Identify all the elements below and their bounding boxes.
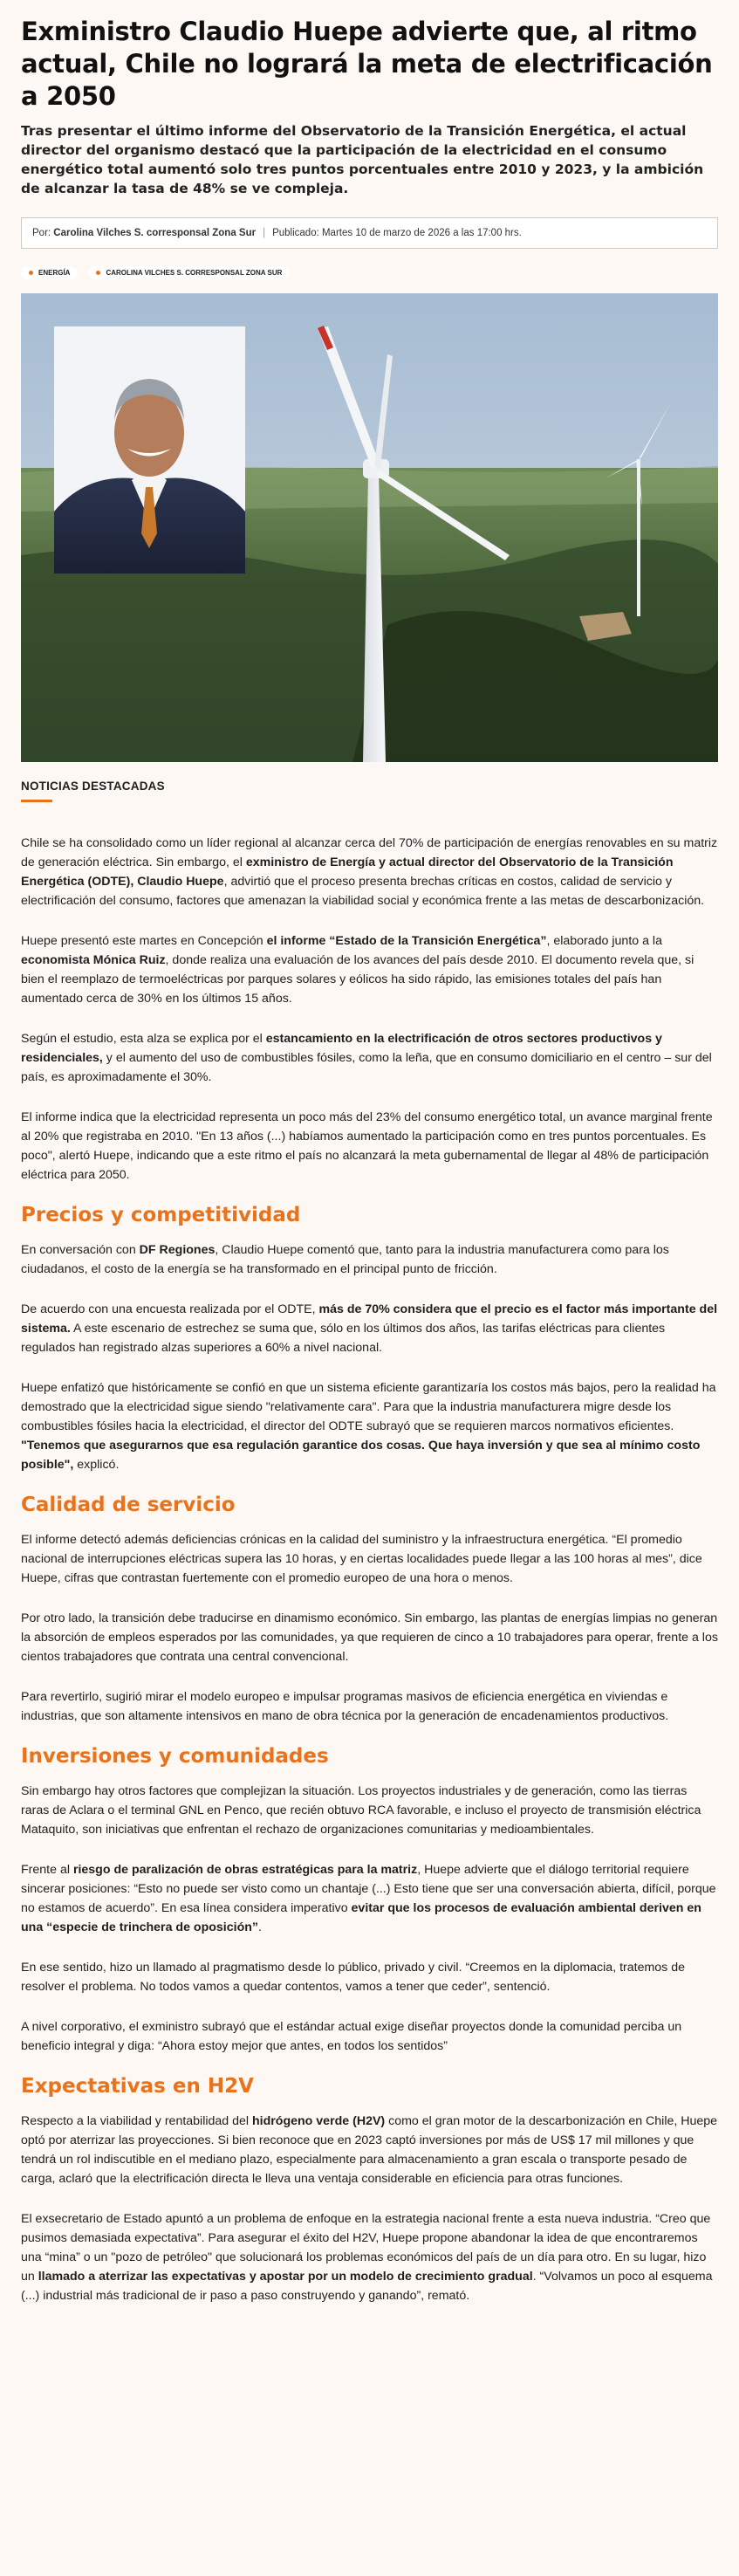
paragraph: Huepe presentó este martes en Concepción el informe “Estado de la Transición Energética”, elaborado junto a la economista Mónica Ruiz, donde realiza una evaluación de los avances del país desde 2010. El documento revela que, si bien el reemplazo de termoeléctricas por parques solares y eólicos ha sido rápido, las emisiones totales del país han aumentado cerca de 30% en los últimos 15 años.: [21, 934, 695, 1006]
paragraph: En ese sentido, hizo un llamado al pragmatismo desde lo público, privado y civil. “Creemos en la diplomacia, tratemos de resolver el problema. No todos vamos a quedar contentos, vamos a tener que ceder”, sentenció.: [21, 1961, 685, 1994]
byline-prefix: Por:: [32, 228, 51, 238]
byline-author[interactable]: Carolina Vilches S. corresponsal Zona Sur: [53, 228, 257, 238]
article-body: [21, 834, 718, 2305]
paragraph: El exsecretario de Estado apuntó a un problema de enfoque en la estrategia nacional frente a esta nueva industria. “Creo que pusimos demasiada expectativa”. Para asegurar el éxito del H2V, Huepe propone abandonar la idea de que encontraremos una “mina” o un "pozo de petróleo" que solucionará los problemas económicos del país de un día para otro. En su lugar, hizo un llamado a aterrizar las expectativas y apostar por un modelo de crecimiento gradual. “Volvamos un poco al esquema (...) industrial más tradicional de ir paso a paso construyendo y ganando”, remató.: [21, 2212, 713, 2303]
paragraph: Frente al riesgo de paralización de obras estratégicas para la matriz, Huepe advierte que el diálogo territorial requiere sincerar posiciones: “Esto no puede ser visto como un chantaje (...) Esto tiene que ser una conversación abierta, difícil, porque no estamos de acuerdo”. En esa línea considera imperativo evitar que los procesos de evaluación ambiental deriven en una “especie de trinchera de oposición”.: [21, 1863, 716, 1934]
subheading-precios: Precios y competitividad: [21, 1204, 301, 1226]
tag-dot-icon: [96, 271, 100, 275]
paragraph: El informe detectó además deficiencias crónicas en la calidad del suministro y la infraestructura energética. “El promedio nacional de interrupciones eléctricas supera las 10 horas, y en ciertas localidades puede llegar a las 100 horas al mes”, dice Huepe, cifras que contrastan fuertemente con el promedio europeo de una hora o menos.: [21, 1533, 702, 1585]
subheading-expectativas: Expectativas en H2V: [21, 2075, 254, 2098]
article-title: Exministro Claudio Huepe advierte que, al ritmo actual, Chile no logrará la meta de electrificación a 2050: [21, 17, 713, 111]
subheading-inversiones: Inversiones y comunidades: [21, 1745, 329, 1768]
tag-author[interactable]: [88, 266, 290, 279]
paragraph: Sin embargo hay otros factores que complejizan la situación. Los proyectos industriales y de generación, como las tierras raras de Aclara o el terminal GNL en Penco, que recién obtuvo RCA favorable, e incluso el proyecto de transmisión eléctrica Mataquito, son iniciativas que enfrentan el rechazo de organizaciones comunitarias y medioambientales.: [21, 1784, 701, 1837]
byline-published: Publicado: Martes 10 de marzo de 2026 a las 17:00 hrs.: [272, 228, 522, 238]
paragraph: A nivel corporativo, el exministro subrayó que el estándar actual exige diseñar proyectos donde la comunidad perciba un beneficio integral y diga: “Ahora estoy mejor que antes, en todos los sentidos”: [21, 2020, 682, 2053]
paragraph: Respecto a la viabilidad y rentabilidad del hidrógeno verde (H2V) como el gran motor de la descarbonización en Chile, Huepe optó por aterrizar las proyecciones. Si bien reconoce que en 2023 captó inversiones por más de US$ 17 mil millones y que tendrá un rol indiscutible en el mediano plazo, especialmente para almacenamiento a gran escala o transporte pesado de carga, aclaró que la electrificación directa le lleva una ventaja considerable en eficiencia para otras funciones.: [21, 2114, 718, 2186]
heading-underline: [21, 800, 52, 802]
tag-dot-icon: [29, 271, 33, 275]
tag-label: ENERGÍA: [38, 269, 71, 277]
paragraph: Huepe enfatizó que históricamente se confió en que un sistema eficiente garantizaría los costos más bajos, pero la realidad ha demostrado que la electricidad sigue siendo "relativamente cara". Para que la industria manufacturera migre desde los combustibles fósiles hacia la electricidad, el director del ODTE subrayó que se requieren marcos normativos eficientes. "Tenemos que asegurarnos que esa regulación garantice dos cosas. Que haya inversión y que sea al mínimo costo posible", explicó.: [21, 1381, 716, 1472]
subheading-calidad: Calidad de servicio: [21, 1494, 236, 1516]
paragraph: Para revertirlo, sugirió mirar el modelo europeo e impulsar programas masivos de eficiencia energética en viviendas e industrias, que son altamente intensivos en mano de obra técnica por la generación de encadenamientos productivos.: [21, 1690, 669, 1723]
hero-image: [21, 293, 718, 762]
paragraph: El informe indica que la electricidad representa un poco más del 23% del consumo energético total, un avance marginal frente al 20% que registraba en 2010. "En 13 años (...) habíamos aumentado la participación como en tres puntos porcentuales. Es poco", alertó Huepe, indicando que a este ritmo el país no alcanzará la meta gubernamental de llegar al 48% de participación eléctrica para 2050.: [21, 1110, 713, 1182]
featured-news-heading[interactable]: NOTICIAS DESTACADAS: [21, 780, 165, 793]
paragraph: De acuerdo con una encuesta realizada por el ODTE, más de 70% considera que el precio es el factor más importante del sistema. A este escenario de estrechez se suma que, sólo en los últimos dos años, las tarifas eléctricas para clientes regulados han registrado alzas superiores a 60% a nivel nacional.: [21, 1302, 718, 1355]
tag-energia[interactable]: [21, 266, 78, 279]
byline-separator: |: [263, 228, 266, 238]
paragraph: Por otro lado, la transición debe traducirse en dinamismo económico. Sin embargo, las plantas de energías limpias no generan la absorción de empleos esperados por las comunidades, ya que requieren de cinco a 10 trabajadores para operar, frente a los cientos trabajadores que contrata una central convencional.: [21, 1611, 718, 1664]
paragraph: Chile se ha consolidado como un líder regional al alcanzar cerca del 70% de participación de energías renovables en su matriz de generación eléctrica. Sin embargo, el exministro de Energía y actual director del Observatorio de la Transición Energética (ODTE), Claudio Huepe, advirtió que el proceso presenta brechas críticas en costos, calidad de servicio y electrificación del consumo, factores que amenazan la viabilidad social y económica frente a las metas de descarbonización.: [21, 836, 718, 908]
article-lead: Tras presentar el último informe del Observatorio de la Transición Energética, el actual director del organismo destacó que la participación de la electricidad en el consumo energético total aumentó solo tres puntos porcentuales entre 2010 y 2023, y la ambición de alcanzar la tasa de 48% se ve compleja.: [21, 123, 704, 196]
wind-farm-photo: [21, 293, 718, 762]
tag-label: CAROLINA VILCHES S. CORRESPONSAL ZONA SUR: [106, 269, 283, 277]
byline-box: [21, 217, 718, 249]
paragraph: Según el estudio, esta alza se explica por el estancamiento en la electrificación de otros sectores productivos y residenciales, y el aumento del uso de combustibles fósiles, como la leña, que en consumo domiciliario en el centro – sur del país, es aproximadamente el 30%.: [21, 1032, 712, 1084]
paragraph: En conversación con DF Regiones, Claudio Huepe comentó que, tanto para la industria manufacturera como para los ciudadanos, el costo de la energía se ha transformado en el principal punto de fricción.: [21, 1243, 669, 1276]
tag-list: [21, 266, 718, 279]
df-regiones-link[interactable]: DF Regiones: [139, 1243, 216, 1257]
